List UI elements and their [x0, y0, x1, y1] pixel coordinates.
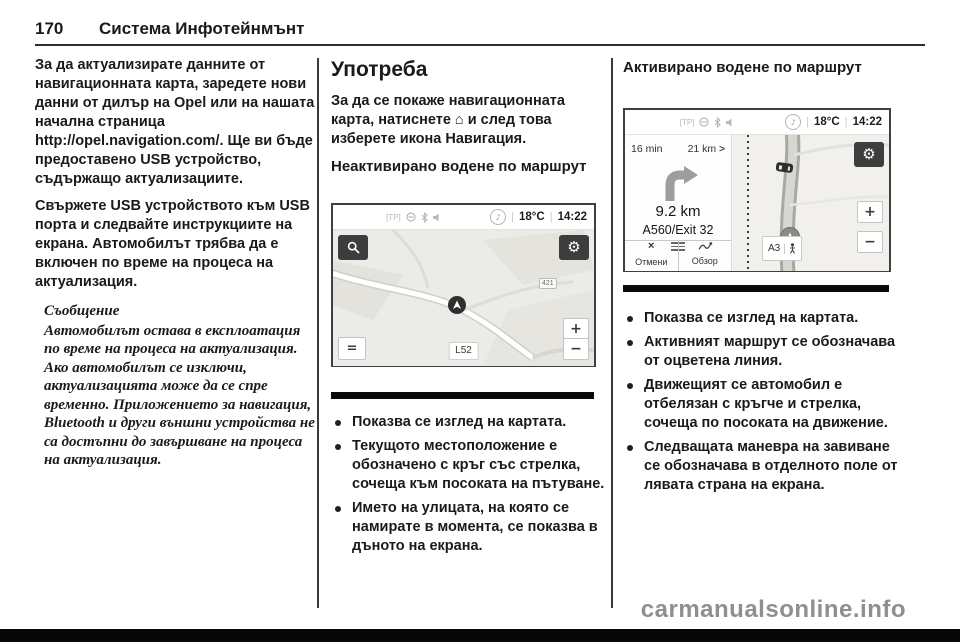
- statusbar-separator: |: [844, 115, 848, 128]
- route-overview-icon: [697, 241, 713, 251]
- bluetooth-icon: [421, 212, 428, 223]
- tp-icon: [TP]: [386, 212, 401, 222]
- list-item: Активният маршрут се обозначава от оцветена линия.: [623, 333, 907, 371]
- close-icon: ×: [648, 239, 655, 252]
- note-body: Автомобилът остава в експлоатация по време на процеса на актуализация. Ако автомобилът се изключи, актуализацията може да се спре временно. Приложението за навигация, Bluetooth и други външни устройства не са достъпни до завършване на процеса на актуализация.: [44, 322, 315, 468]
- list-item: Движещият се автомобил е отбелязан с кръгче и стрелка, сочеща по посоката на движение.: [623, 376, 907, 433]
- column-2: [331, 56, 611, 561]
- overview-button: [678, 241, 732, 271]
- paragraph-map-update: За да актуализирате данните от навигационната карта, заредете нови данни от дилър на Opel или на нашата начална страница http://opel.navigation.com/. Ще ви бъде предоставено USB устройство, съдържащо актуализациите.: [35, 57, 315, 187]
- bullet-list-active-route: [623, 309, 907, 495]
- gear-icon: ⚙: [862, 145, 876, 163]
- map-area: [333, 230, 594, 366]
- search-icon: [347, 241, 360, 254]
- screenshot-map-no-route: [331, 203, 596, 367]
- chevron-right-icon: >: [719, 144, 725, 155]
- time-remaining: 16 min: [631, 143, 663, 155]
- road-label-pill: [762, 236, 802, 261]
- audio-source-icon: ♪: [490, 209, 506, 225]
- section-heading-usage: Употреба: [331, 58, 428, 81]
- guidance-panel: [625, 135, 732, 271]
- temperature-readout: 18°C: [519, 210, 545, 223]
- turn-arrow-icon: [625, 161, 731, 201]
- header-rule: [35, 44, 925, 46]
- figure-shadow-bar: [331, 392, 594, 399]
- column-divider-1: [317, 58, 319, 608]
- list-item: Следващата маневра на завиване се обозначава в отделното поле от лявата страна на екрана.: [623, 438, 907, 495]
- guidance-buttons: [625, 240, 731, 271]
- list-item: Показва се изглед на картата.: [623, 309, 907, 328]
- speaker-icon: [433, 213, 442, 222]
- distance-remaining: 21 km: [687, 143, 717, 155]
- current-location-icon: [448, 296, 466, 314]
- column-divider-2: [611, 58, 613, 608]
- zoom-out-button: −: [857, 231, 883, 253]
- zoom-in-button: +: [563, 318, 589, 340]
- menu-button: =: [338, 337, 366, 360]
- note-title: Съобщение: [44, 303, 120, 319]
- subheading-active-route: Активирано водене по маршрут: [623, 59, 862, 76]
- screenshot-route-guidance: [623, 108, 891, 272]
- statusbar-separator: |: [806, 115, 810, 128]
- bullet-list-no-route: [331, 413, 611, 556]
- column-1: [35, 56, 317, 470]
- list-item: Името на улицата, на която се намирате в момента, се показва в дъното на екрана.: [331, 499, 611, 556]
- figure-shadow-bar: [623, 285, 889, 292]
- subheading-no-route: Неактивирано водене по маршрут: [331, 158, 587, 175]
- paragraph-usb-connect: Свържете USB устройството към USB порта и следвайте инструкциите на екрана. Автомобилът трябва да е включен по време на процеса на актуализация.: [35, 198, 310, 290]
- note-block: [35, 302, 317, 470]
- maneuver-road: A560/Exit 32: [642, 223, 714, 237]
- zoom-in-button: +: [857, 201, 883, 223]
- status-bar: [625, 110, 889, 135]
- road-sign: 421: [539, 278, 557, 289]
- maneuver-distance: 9.2 km: [655, 203, 701, 220]
- map-area: [732, 135, 889, 271]
- column-3: [623, 56, 907, 500]
- mute-icon: [406, 212, 416, 222]
- clock-readout: 14:22: [852, 115, 882, 128]
- overview-label: Обзор: [691, 256, 718, 266]
- watermark: carmanualsonline.info: [640, 596, 906, 623]
- audio-source-icon: ♪: [785, 114, 801, 130]
- zoom-out-button: −: [563, 338, 589, 360]
- road-label: A3: [768, 243, 781, 254]
- status-bar: [333, 205, 594, 230]
- scan-bottom-bar: [0, 629, 960, 642]
- list-item: Показва се изглед на картата.: [331, 413, 611, 432]
- street-name-label: L52: [448, 342, 479, 360]
- statusbar-separator: |: [549, 210, 553, 223]
- cancel-route-button: [625, 241, 678, 271]
- cancel-label: Отмени: [635, 256, 668, 267]
- page-number: 170: [35, 19, 64, 38]
- settings-button: [854, 142, 884, 167]
- search-button: [338, 235, 368, 260]
- statusbar-separator: |: [511, 210, 515, 223]
- speaker-icon: [726, 118, 735, 127]
- list-item: Текущото местоположение е обозначено с кръг със стрелка, сочеща към посоката на пътуване.: [331, 437, 611, 494]
- settings-button: [559, 235, 589, 260]
- paragraph-usage-intro: За да се покаже навигационната карта, натиснете ⌂ и след това изберете икона Навигация.: [331, 93, 565, 147]
- temperature-readout: 18°C: [814, 115, 840, 128]
- bluetooth-icon: [714, 117, 721, 128]
- chapter-title: Система Инфотейнмънт: [99, 19, 305, 38]
- pedestrian-icon: [789, 243, 796, 254]
- gear-icon: ⚙: [567, 238, 581, 256]
- mute-icon: [699, 117, 709, 127]
- tp-icon: [TP]: [679, 117, 695, 127]
- clock-readout: 14:22: [557, 210, 587, 223]
